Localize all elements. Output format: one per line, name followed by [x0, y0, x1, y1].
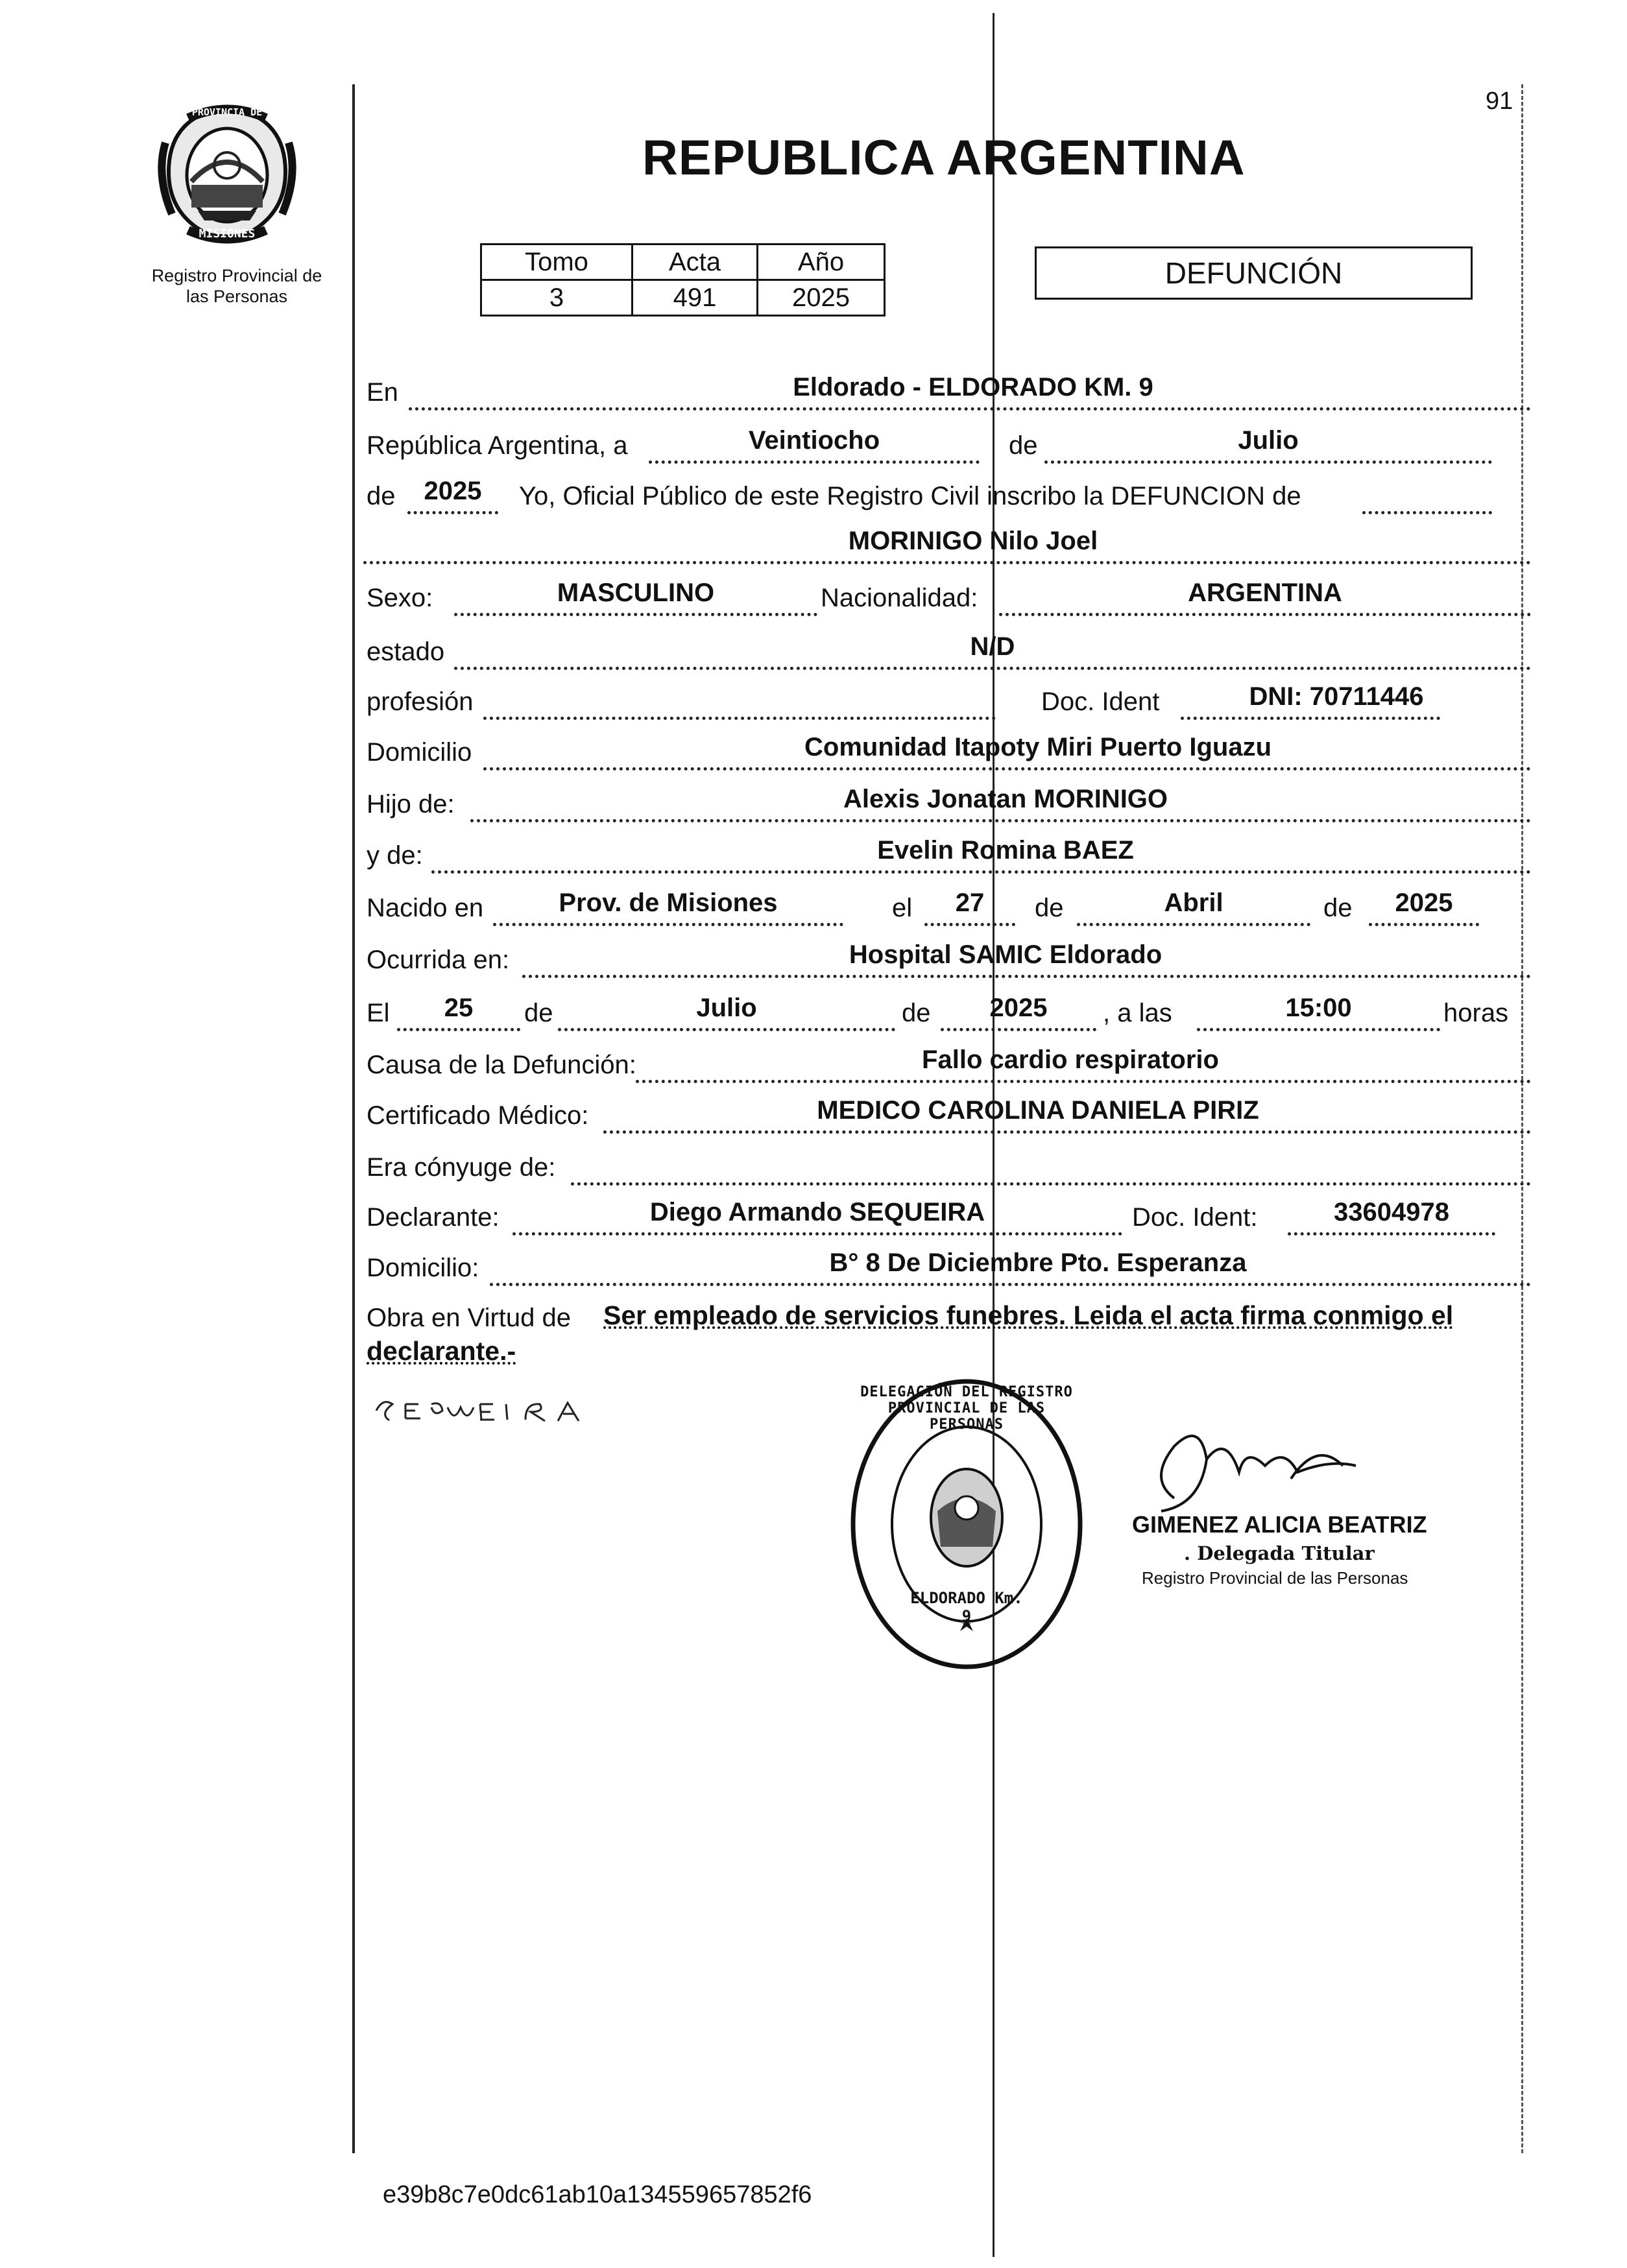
nacido-label: Nacido en — [367, 894, 484, 922]
month-de-label: de — [1009, 431, 1038, 460]
hijo-label: Hijo de: — [367, 790, 455, 818]
country-label: República Argentina, a — [367, 431, 628, 460]
obra-label: Obra en Virtud de — [367, 1304, 572, 1332]
death-year-line — [941, 1028, 1096, 1031]
year-line — [407, 511, 498, 514]
domicilio-value: Comunidad Itapoty Miri Puerto Iguazu — [804, 733, 1271, 761]
year-value: 2025 — [424, 477, 482, 505]
name-line — [363, 561, 1531, 564]
estado-label: estado — [367, 638, 445, 666]
ocurrida-line — [522, 975, 1531, 978]
left-margin-line — [352, 84, 355, 2153]
birth-year-line — [1369, 923, 1479, 926]
official-title: . Delegada Titular — [1184, 1542, 1375, 1564]
decl-domicilio-line — [490, 1283, 1531, 1286]
en-line — [409, 407, 1531, 411]
right-margin-line — [1521, 84, 1523, 2153]
sexo-line — [454, 613, 817, 616]
agency-name-line1: Registro Provincial de — [151, 266, 322, 285]
day-words: Veintiocho — [748, 426, 880, 455]
decl-doc-line — [1288, 1232, 1495, 1235]
nacionalidad-value: ARGENTINA — [1188, 579, 1342, 607]
decl-doc-value: 33604978 — [1334, 1198, 1449, 1226]
doc-label: Doc. Ident — [1041, 687, 1160, 716]
sexo-label: Sexo: — [367, 584, 433, 612]
agency-name-line2: las Personas — [186, 287, 288, 306]
madre-value: Evelin Romina BAEZ — [877, 836, 1134, 865]
death-day: 25 — [444, 994, 474, 1022]
declarant-signature — [370, 1378, 603, 1430]
death-day-line — [397, 1028, 520, 1031]
declarante-line — [512, 1232, 1122, 1235]
record-table — [480, 243, 886, 316]
birth-de2-label: de — [1323, 894, 1353, 922]
declarante-value: Diego Armando SEQUEIRA — [649, 1198, 985, 1226]
death-month-line — [558, 1028, 895, 1031]
seal-inner-text: ELDORADO Km. 9 — [910, 1589, 1023, 1625]
ocurrida-label: Ocurrida en: — [367, 946, 510, 974]
birth-year: 2025 — [1395, 889, 1453, 917]
birth-day: 27 — [955, 889, 985, 917]
profesion-label: profesión — [367, 687, 474, 716]
decl-domicilio-value: B° 8 De Diciembre Pto. Esperanza — [829, 1248, 1247, 1277]
record-type: DEFUNCIÓN — [1164, 256, 1343, 290]
coat-of-arms-logo — [152, 104, 302, 246]
header-anio: Año — [758, 245, 885, 280]
page-number: 91 — [1486, 88, 1513, 115]
nacionalidad-line — [999, 613, 1531, 616]
value-acta: 491 — [633, 280, 758, 316]
nacido-value: Prov. de Misiones — [559, 889, 778, 917]
causa-line — [636, 1080, 1531, 1083]
oficial-line — [1362, 511, 1492, 514]
death-time: 15:00 — [1285, 994, 1352, 1022]
obra-text-2: declarante.- — [367, 1336, 516, 1366]
en-label: En — [367, 378, 398, 407]
conyuge-label: Era cónyuge de: — [367, 1153, 556, 1182]
domicilio-line — [483, 767, 1531, 770]
conyuge-line — [571, 1182, 1531, 1186]
country-title: REPUBLICA ARGENTINA — [642, 130, 1246, 185]
y-de-label: y de: — [367, 841, 423, 870]
sexo-value: MASCULINO — [557, 579, 715, 607]
decl-domicilio-label: Domicilio: — [367, 1254, 479, 1282]
certificado-line — [603, 1130, 1531, 1134]
en-value: Eldorado - ELDORADO KM. 9 — [793, 373, 1153, 401]
causa-label: Causa de la Defunción: — [367, 1051, 636, 1079]
doc-line — [1181, 717, 1440, 720]
death-month: Julio — [696, 994, 757, 1022]
value-anio: 2025 — [758, 280, 885, 316]
profesion-line — [483, 717, 996, 720]
header-acta: Acta — [633, 245, 758, 280]
oficial-text: Yo, Oficial Público de este Registro Civil inscribo la DEFUNCION de — [519, 482, 1301, 510]
deceased-name: MORINIGO Nilo Joel — [848, 527, 1098, 555]
doc-value: DNI: 70711446 — [1249, 682, 1424, 711]
declarante-label: Declarante: — [367, 1203, 500, 1232]
domicilio-label: Domicilio — [367, 738, 472, 767]
y-de-line — [431, 870, 1531, 874]
decl-doc-label: Doc. Ident: — [1132, 1203, 1258, 1232]
a-las-label: , a las — [1103, 999, 1172, 1027]
header-tomo: Tomo — [481, 245, 633, 280]
logo-top-text: PROVINCIA DE — [191, 106, 263, 118]
ocurrida-value: Hospital SAMIC Eldorado — [849, 940, 1163, 969]
obra-text: Ser empleado de servicios funebres. Leida el acta firma conmigo el — [603, 1300, 1454, 1330]
official-office: Registro Provincial de las Personas — [1142, 1568, 1408, 1588]
record-type-box — [1035, 246, 1473, 300]
birth-month: Abril — [1164, 889, 1223, 917]
death-year: 2025 — [989, 994, 1048, 1022]
birth-el-label: el — [892, 894, 913, 922]
death-de2-label: de — [902, 999, 931, 1027]
year-de-label: de — [367, 482, 396, 510]
logo-bottom-text: MISIONES — [199, 227, 256, 241]
death-de1-label: de — [524, 999, 553, 1027]
seal-outer-text: DELEGACIÓN DEL REGISTRO PROVINCIAL DE LAS PERSONAS — [860, 1384, 1073, 1433]
month-line — [1044, 460, 1492, 464]
document-hash: e39b8c7e0dc61ab10a134559657852f6 — [383, 2181, 812, 2208]
hijo-line — [470, 819, 1531, 822]
official-seal — [847, 1375, 1087, 1673]
causa-value: Fallo cardio respiratorio — [922, 1045, 1219, 1074]
horas-label: horas — [1443, 999, 1509, 1027]
nacido-line — [493, 923, 843, 926]
birth-de1-label: de — [1035, 894, 1064, 922]
day-line — [649, 460, 980, 464]
center-fold-line — [993, 13, 994, 2257]
official-name: GIMENEZ ALICIA BEATRIZ — [1132, 1511, 1427, 1538]
nacionalidad-label: Nacionalidad: — [821, 584, 978, 612]
estado-line — [454, 667, 1531, 670]
certificado-value: MEDICO CAROLINA DANIELA PIRIZ — [817, 1096, 1259, 1125]
certificado-label: Certificado Médico: — [367, 1101, 589, 1130]
birth-month-line — [1077, 923, 1310, 926]
birth-day-line — [924, 923, 1015, 926]
death-el-label: El — [367, 999, 390, 1027]
month-value: Julio — [1238, 426, 1299, 455]
value-tomo: 3 — [481, 280, 633, 316]
estado-value: N/D — [970, 632, 1015, 661]
padre-value: Alexis Jonatan MORINIGO — [843, 785, 1168, 813]
death-time-line — [1197, 1028, 1440, 1031]
